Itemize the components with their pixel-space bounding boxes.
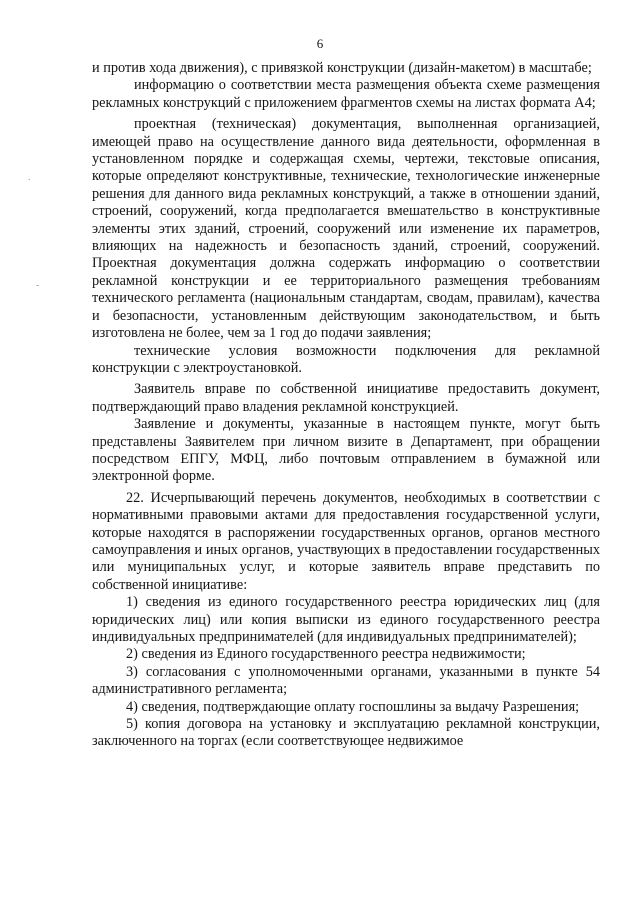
paragraph-item-22: 22. Исчерпывающий перечень документов, необходимых в соответствии с нормативными правовыми актами для предоставления государственной услуги, которые находятся в распоряжении государственных органов, органов местного самоуправления и иных органов, участвующих в предоставлении государственных или муниципальных услуг, и которые заявитель вправе представить по собственной инициативе: [92, 489, 600, 593]
list-item: 5) копия договора на установку и эксплуатацию рекламной конструкции, заключенного на торгах (если соответствующее недвижимое [92, 716, 600, 750]
paragraph: технические условия возможности подключения для рекламной конструкции с электроустановкой. [92, 342, 600, 376]
page-number: 6 [316, 36, 324, 51]
paragraph: проектная (техническая) документация, выполненная организацией, имеющей право на осуществление данного вида деятельности, оформленная в установленном порядке и содержащая схемы, чертежи, текстовые описания, которые определяют конструктивные, технические, технологические инженерные решения для данного вида рекламных конструкций, а также в отношении зданий, строений, сооружений, когда предполагается вмешательство в конструктивные элементы этих зданий, строений, сооружений или изменение их параметров, влияющих на надежность и безопасность зданий, строений, сооружений. Проектная документация должна содержать информацию о соответствии рекламной конструкции и ее территориального размещения требованиям технического регламента (национальным стандартам, сводам, правилам), качества и безопасности, установленным действующим законодательством, и быть изготовлена не более, чем за 1 год до подачи заявления; [92, 116, 600, 342]
list-item: 1) сведения из единого государственного реестра юридических лиц (для юридических лиц) или копия выписки из единого государственного реестра индивидуальных предпринимателей (для индивидуальных предпринимателей); [92, 594, 600, 645]
paragraph: информацию о соответствии места размещения объекта схеме размещения рекламных конструкций с приложением фрагментов схемы на листах формата А4; [92, 77, 600, 111]
scan-mark: . [28, 172, 31, 183]
paragraph: Заявление и документы, указанные в настоящем пункте, могут быть представлены Заявителем при личном визите в Департамент, при обращении посредством ЕПГУ, МФЦ, либо почтовым отправлением в бумажной или электронной форме. [92, 416, 600, 485]
list-item: 4) сведения, подтверждающие оплату госпошлины за выдачу Разрешения; [126, 698, 580, 715]
list-item: 2) сведения из Единого государственного реестра недвижимости; [126, 646, 526, 663]
paragraph: и против хода движения), с привязкой конструкции (дизайн-макетом) в масштабе; [92, 60, 592, 76]
paragraph: Заявитель вправе по собственной инициативе предоставить документ, подтверждающий право владения рекламной конструкцией. [92, 381, 600, 415]
document-body [92, 60, 600, 751]
scan-mark: - [36, 280, 40, 291]
list-item: 3) согласования с уполномоченными органами, указанными в пункте 54 административного регламента; [92, 663, 600, 698]
